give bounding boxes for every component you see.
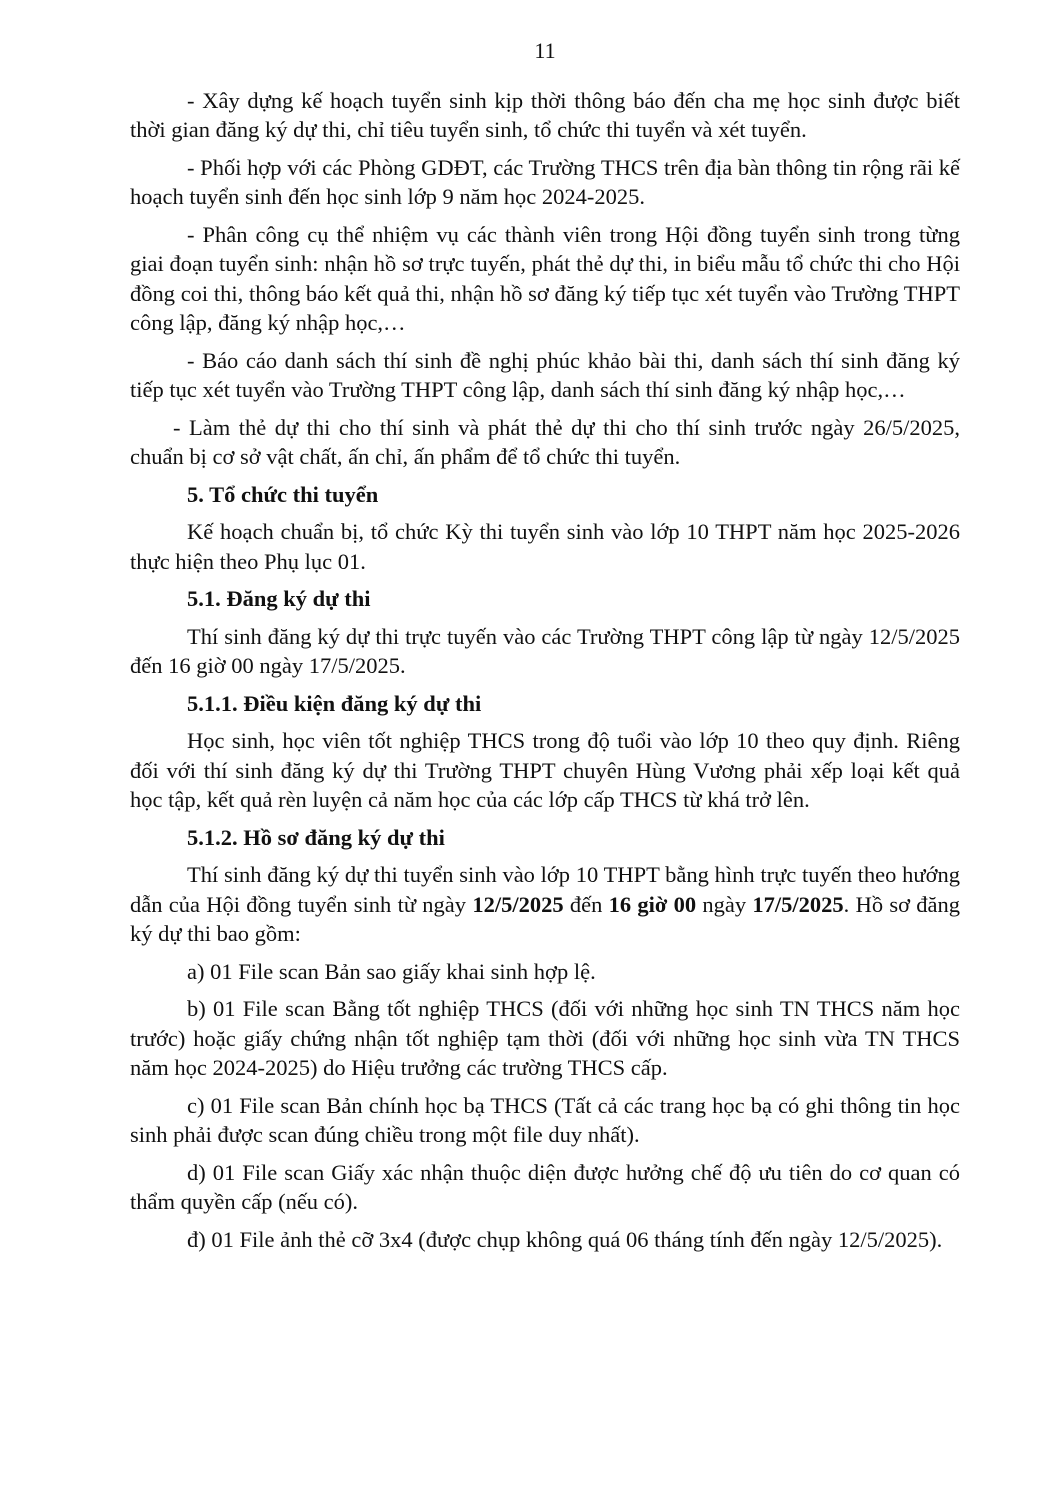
intro-text-2: đến (563, 891, 609, 917)
intro-date-end: 17/5/2025 (752, 891, 844, 917)
intro-time-end: 16 giờ 00 (608, 891, 697, 917)
intro-text-3: ngày (696, 891, 753, 917)
intro-paragraph-1: - Xây dựng kế hoạch tuyển sinh kịp thời thông báo đến cha mẹ học sinh được biết thời gian đăng ký dự thi, chỉ tiêu tuyển sinh, tổ chức thi tuyển và xét tuyển. (130, 87, 960, 142)
section-5-1-heading: 5.1. Đăng ký dự thi (187, 586, 371, 611)
requirement-item-b: b) 01 File scan Bằng tốt nghiệp THCS (đối với những học sinh TN THCS năm học trước) hoặc giấy chứng nhận tốt nghiệp tạm thời (đối với những học sinh vừa TN THCS năm học 2024-2025) do Hiệu trưởng các trường THCS cấp. (130, 996, 960, 1080)
section-5-text: Kế hoạch chuẩn bị, tổ chức Kỳ thi tuyển sinh vào lớp 10 THPT năm học 2025-2026 thực hiện theo Phụ lục 01. (130, 519, 960, 574)
section-5-1-2-intro (130, 860, 960, 949)
intro-text-1: Thí sinh đăng ký dự thi tuyển sinh vào lớp 10 THPT bằng hình trực tuyến theo hướng dẫn của Hội đồng tuyển sinh từ ngày (130, 862, 960, 917)
page-number: 11 (534, 38, 556, 63)
section-5-1-1-heading: 5.1.1. Điều kiện đăng ký dự thi (187, 690, 482, 716)
section-5-1-text: Thí sinh đăng ký dự thi trực tuyến vào các Trường THPT công lập từ ngày 12/5/2025 đến 16 giờ 00 ngày 17/5/2025. (130, 623, 960, 678)
document-page (130, 36, 960, 1262)
intro-paragraph-2: - Phối hợp với các Phòng GDĐT, các Trường THCS trên địa bàn thông tin rộng rãi kế hoạch tuyển sinh đến học sinh lớp 9 năm học 2024-2025. (130, 154, 960, 209)
section-5-1-2-heading: 5.1.2. Hồ sơ đăng ký dự thi (187, 824, 445, 850)
intro-paragraph-4: - Báo cáo danh sách thí sinh đề nghị phúc khảo bài thi, danh sách thí sinh đăng ký tiếp tục xét tuyển vào Trường THPT công lập, danh sách thí sinh đăng ký nhập học,… (130, 347, 960, 402)
section-5-heading: 5. Tổ chức thi tuyển (187, 481, 379, 507)
requirement-item-c: c) 01 File scan Bản chính học bạ THCS (Tất cả các trang học bạ có ghi thông tin học sinh phải được scan đúng chiều trong một file duy nhất). (130, 1092, 960, 1147)
requirement-item-d: d) 01 File scan Giấy xác nhận thuộc diện được hưởng chế độ ưu tiên do cơ quan có thẩm quyền cấp (nếu có). (130, 1159, 960, 1214)
intro-paragraph-3: - Phân công cụ thể nhiệm vụ các thành viên trong Hội đồng tuyển sinh trong từng giai đoạn tuyển sinh: nhận hồ sơ trực tuyến, phát thẻ dự thi, in biểu mẫu tổ chức thi cho Hội đồng coi thi, thông báo kết quả thi, nhận hồ sơ đăng ký tiếp tục xét tuyển vào Trường THPT công lập, đăng ký nhập học,… (130, 221, 960, 335)
intro-text-4: . Hồ sơ đăng ký dự thi bao gồm: (130, 891, 960, 946)
section-5-1-1-text: Học sinh, học viên tốt nghiệp THCS trong độ tuổi vào lớp 10 theo quy định. Riêng đối với thí sinh đăng ký dự thi Trường THPT chuyên Hùng Vương phải xếp loại kết quả học tập, kết quả rèn luyện cả năm học của các lớp cấp THCS từ khá trở lên. (130, 728, 960, 812)
intro-date-start: 12/5/2025 (472, 891, 564, 917)
requirement-item-dd: đ) 01 File ảnh thẻ cỡ 3x4 (được chụp không quá 06 tháng tính đến ngày 12/5/2025). (187, 1226, 943, 1252)
intro-paragraph-5: - Làm thẻ dự thi cho thí sinh và phát thẻ dự thi cho thí sinh trước ngày 26/5/2025, chuẩn bị cơ sở vật chất, ấn chỉ, ấn phẩm để tổ chức thi tuyển. (130, 414, 960, 469)
requirement-item-a: a) 01 File scan Bản sao giấy khai sinh hợp lệ. (187, 958, 596, 984)
